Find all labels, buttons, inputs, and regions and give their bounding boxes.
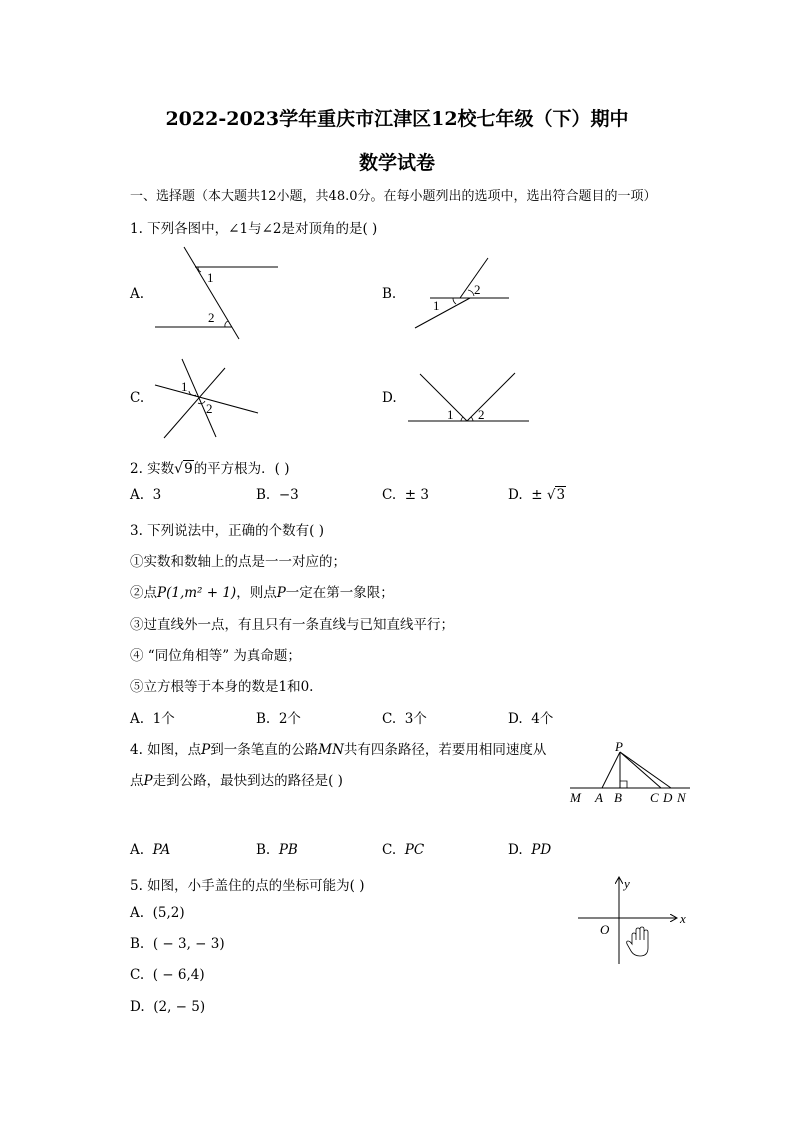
q5-option-d xyxy=(130,999,205,1015)
q4-option-a xyxy=(130,842,170,858)
q4-l2-p: P xyxy=(143,773,153,789)
sqrt-sign: √ xyxy=(546,487,556,503)
q5-stem: 5. 如图，小手盖住的点的坐标可能为( ) xyxy=(130,878,365,894)
q4-option-b xyxy=(256,842,298,858)
q4-fig-label-p: P xyxy=(615,739,623,754)
q3-option-d-label: D. xyxy=(508,711,523,727)
q1a-angle-2: 2 xyxy=(208,310,215,325)
q4-l1-pre: 4. 如图，点 xyxy=(130,742,202,758)
q3-option-d-text: 4个 xyxy=(531,711,554,727)
q3-s2-post: 一定在第一象限； xyxy=(285,585,394,601)
hand-icon xyxy=(627,927,648,956)
q1a-angle-1: 1 xyxy=(207,270,214,285)
q2-option-b-label: B. xyxy=(256,487,271,503)
q3-option-b-label: B. xyxy=(256,711,271,727)
q3-s2-var: P xyxy=(276,585,286,601)
q2-option-c-label: C. xyxy=(382,487,397,503)
q3-s2-math: P(1,m² + 1) xyxy=(157,585,237,601)
q1-label-c: C. xyxy=(130,390,145,406)
q4-option-a-text: PA xyxy=(152,842,171,858)
q1c-angle-2: 2 xyxy=(206,401,213,416)
q5-figure xyxy=(572,872,697,972)
q3-option-b xyxy=(256,707,301,727)
q3-option-b-text: 2个 xyxy=(278,711,301,727)
q4-fig-label-b: B xyxy=(614,790,622,805)
q3-option-a xyxy=(130,707,175,727)
q4-fig-label-n: N xyxy=(677,790,686,805)
title-line-1: 2022-2023学年重庆市江津区12校七年级（下）期中 xyxy=(165,108,629,130)
q4-fig-label-d: D xyxy=(663,790,673,805)
q3-option-c xyxy=(382,707,427,727)
q4-option-c-label: C. xyxy=(382,842,397,858)
q1-label-d: D. xyxy=(382,390,397,406)
q1d-angle-1: 1 xyxy=(447,407,454,422)
q5-option-c-label: C. xyxy=(130,967,145,983)
q2-stem xyxy=(130,457,290,477)
q5-fig-label-x: x xyxy=(680,911,686,926)
q4-option-d-text: PD xyxy=(531,842,552,858)
q3-option-a-text: 1个 xyxy=(152,711,175,727)
q1-figure-a xyxy=(150,245,285,343)
q2-stem-post: 的平方根为．( ) xyxy=(193,461,290,477)
q3-statement-5: ⑤立方根等于本身的数是1和0. xyxy=(130,679,314,695)
q4-fig-label-c: C xyxy=(650,790,659,805)
q1-figure-d xyxy=(405,368,535,428)
q3-option-d xyxy=(508,707,553,727)
q4-option-b-label: B. xyxy=(256,842,271,858)
q4-option-c-text: PC xyxy=(404,842,425,858)
q3-statement-3: ③过直线外一点，有且只有一条直线与已知直线平行； xyxy=(130,617,454,633)
q2-option-b xyxy=(256,487,299,503)
q1-figure-c xyxy=(150,355,265,440)
q4-l1-mid: 到一条笔直的公路 xyxy=(210,742,319,758)
q5-option-b xyxy=(130,936,225,952)
q4-fig-label-a: A xyxy=(595,790,603,805)
q4-figure xyxy=(566,738,696,808)
q4-option-a-label: A. xyxy=(130,842,145,858)
q5-option-b-text: ( − 3, − 3) xyxy=(152,936,225,952)
q4-option-c xyxy=(382,842,424,858)
q4-option-d-label: D. xyxy=(508,842,523,858)
q4-stem-line-1 xyxy=(130,738,546,758)
q5-fig-label-o: O xyxy=(600,922,610,937)
q1-label-a: A. xyxy=(130,286,145,302)
q4-l2-pre: 点 xyxy=(130,773,144,789)
q5-option-c xyxy=(130,967,205,983)
q2-option-c-text: ± 3 xyxy=(404,487,429,503)
q4-l1-post: 共有四条路径，若要用相同速度从 xyxy=(343,742,547,758)
q2-stem-pre: 2. 实数 xyxy=(130,461,175,477)
q2-option-a xyxy=(130,487,161,503)
q3-s2-pre: ②点 xyxy=(130,585,157,601)
q1c-angle-1: 1 xyxy=(181,379,188,394)
q4-fig-label-m: M xyxy=(570,790,581,805)
q4-option-d xyxy=(508,842,551,858)
q2-option-a-text: 3 xyxy=(152,487,162,503)
q2-option-b-text: −3 xyxy=(278,487,299,503)
q5-option-b-label: B. xyxy=(130,936,145,952)
q1b-angle-1: 1 xyxy=(433,298,440,313)
q5-fig-label-y: y xyxy=(624,876,630,891)
section-1-header: 一、选择题（本大题共12小题，共48.0分。在每小题列出的选项中，选出符合题目的一项） xyxy=(130,189,657,204)
q5-option-a xyxy=(130,905,185,921)
q5-option-d-label: D. xyxy=(130,999,145,1015)
q1-label-b: B. xyxy=(382,286,397,302)
q5-option-d-text: (2, − 5) xyxy=(153,999,206,1015)
q2-option-c xyxy=(382,487,429,503)
q5-option-a-label: A. xyxy=(130,905,145,921)
q2-option-d-radicand: 3 xyxy=(556,487,566,503)
sqrt-sign: √ xyxy=(174,461,184,477)
q3-stem: 3. 下列说法中，正确的个数有( ) xyxy=(130,523,324,539)
q3-statement-4: ④ “同位角相等” 为真命题； xyxy=(130,648,301,664)
q4-option-b-text: PB xyxy=(278,842,298,858)
q5-option-a-text: (5,2) xyxy=(152,905,185,921)
q2-option-a-label: A. xyxy=(130,487,145,503)
q4-stem-line-2 xyxy=(130,769,343,789)
q4-l1-mn: MN xyxy=(318,742,344,758)
title-line-2: 数学试卷 xyxy=(358,152,435,174)
q1d-angle-2: 2 xyxy=(478,407,485,422)
q2-option-d-text: ± xyxy=(531,487,547,503)
q2-option-d xyxy=(508,487,566,503)
q3-statement-1: ①实数和数轴上的点是一一对应的； xyxy=(130,554,346,570)
q3-option-c-text: 3个 xyxy=(404,711,427,727)
q1b-angle-2: 2 xyxy=(474,282,481,297)
q1-stem: 1. 下列各图中，∠1与∠2是对顶角的是( ) xyxy=(130,221,378,237)
q1-figure-b xyxy=(405,250,515,335)
q5-option-c-text: ( − 6,4) xyxy=(152,967,205,983)
q3-option-a-label: A. xyxy=(130,711,145,727)
q4-l2-post: 走到公路，最快到达的路径是( ) xyxy=(152,773,343,789)
q2-radicand: 9 xyxy=(184,461,193,477)
q2-option-d-label: D. xyxy=(508,487,523,503)
q3-option-c-label: C. xyxy=(382,711,397,727)
q4-l1-p: P xyxy=(201,742,211,758)
q3-statement-2 xyxy=(130,581,394,601)
q3-s2-mid: ，则点 xyxy=(236,585,277,601)
